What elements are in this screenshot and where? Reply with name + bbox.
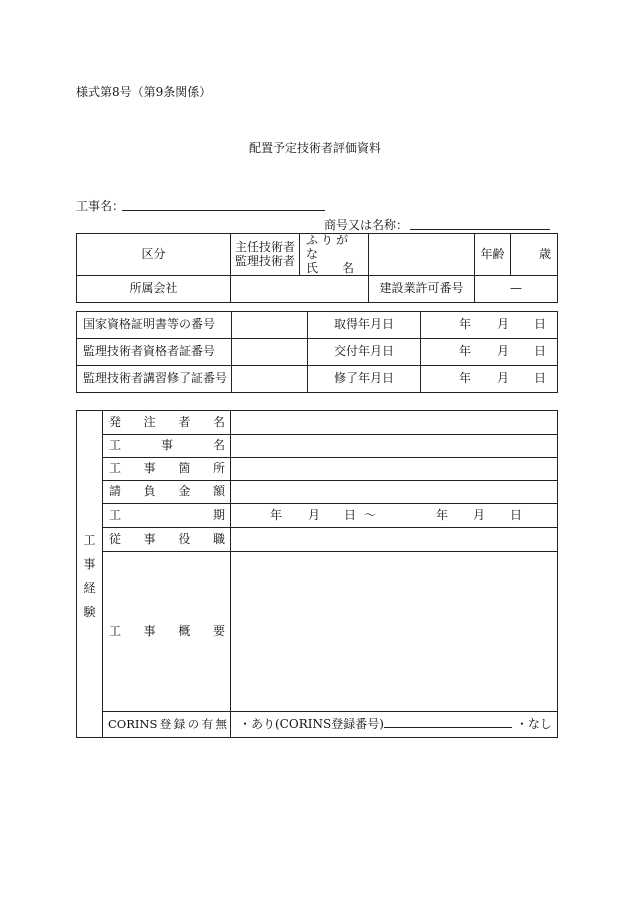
start-month-unit: 月 [308, 507, 321, 522]
work-experience-table [76, 410, 558, 738]
vertical-section-label: 工事経験 [83, 533, 96, 619]
date-value[interactable] [421, 339, 558, 366]
project-name-label: 工事名： [76, 199, 125, 213]
license-number-value[interactable]: — [475, 276, 558, 303]
year-unit: 年 [459, 371, 472, 385]
full-name-label: 氏 名 [306, 260, 355, 275]
corins-yes-option[interactable]: ・あり(CORINS登録番号) [239, 717, 384, 732]
qualification-table [76, 311, 558, 393]
age-unit[interactable]: 歳 [511, 234, 558, 276]
category-label: 区分 [77, 234, 231, 276]
end-year-unit: 年 [436, 507, 449, 522]
affiliation-label: 所属会社 [77, 276, 231, 303]
summary-value[interactable] [231, 552, 558, 712]
qualification-label: 国家資格証明書等の番号 [77, 312, 232, 339]
role-value[interactable] [231, 528, 558, 552]
summary-label: 工事概要 [103, 552, 231, 712]
start-day-unit: 日 [344, 507, 357, 522]
affiliation-value[interactable] [231, 276, 369, 303]
form-number: 様式第8号（第9条関係） [76, 85, 212, 99]
period-value[interactable] [231, 504, 558, 528]
work-experience-section-label [77, 411, 103, 738]
day-unit: 日 [534, 344, 547, 358]
role-label: 従事役職 [103, 528, 231, 552]
month-unit: 月 [497, 371, 510, 385]
end-month-unit: 月 [473, 507, 486, 522]
qualification-row [77, 366, 558, 393]
date-label: 修了年月日 [308, 366, 421, 393]
name-label-cell [300, 234, 369, 276]
project-name-row-value[interactable] [231, 435, 558, 458]
date-label: 交付年月日 [308, 339, 421, 366]
end-day-unit: 日 [510, 507, 523, 522]
engineer-info-table [76, 233, 558, 303]
page-title: 配置予定技術者評価資料 [248, 141, 381, 155]
project-name-field[interactable] [122, 210, 325, 211]
client-label: 発注者名 [103, 411, 231, 435]
day-unit: 日 [534, 317, 547, 331]
company-name-label: 商号又は名称： [324, 218, 409, 232]
role-supervising-engineer: 監理技術者 [234, 253, 295, 268]
start-year-unit: 年 [270, 507, 283, 522]
month-unit: 月 [497, 317, 510, 331]
qualification-number-value[interactable] [232, 339, 308, 366]
role-chief-engineer: 主任技術者 [234, 239, 295, 254]
contract-amount-label: 請負金額 [103, 481, 231, 504]
qualification-number-value[interactable] [232, 312, 308, 339]
date-value[interactable] [421, 312, 558, 339]
corins-value[interactable] [231, 712, 558, 738]
month-unit: 月 [497, 344, 510, 358]
qualification-label: 監理技術者資格者証番号 [77, 339, 232, 366]
day-unit: 日 [534, 371, 547, 385]
corins-number-field[interactable] [384, 717, 512, 728]
date-label: 取得年月日 [308, 312, 421, 339]
year-unit: 年 [459, 344, 472, 358]
corins-label: CORINS登録の有無 [103, 712, 231, 738]
company-name-field[interactable] [410, 229, 550, 230]
year-unit: 年 [459, 317, 472, 331]
project-name-row-label: 工事名 [103, 435, 231, 458]
location-label: 工事箇所 [103, 458, 231, 481]
qualification-number-value[interactable] [232, 366, 308, 393]
engineer-name-value[interactable] [369, 234, 475, 276]
contract-amount-value[interactable] [231, 481, 558, 504]
period-label: 工期 [103, 504, 231, 528]
corins-no-option[interactable]: ・なし [515, 717, 552, 732]
client-value[interactable] [231, 411, 558, 435]
date-value[interactable] [421, 366, 558, 393]
qualification-row [77, 339, 558, 366]
period-tilde: ～ [364, 507, 377, 522]
location-value[interactable] [231, 458, 558, 481]
license-number-label: 建設業許可番号 [369, 276, 475, 303]
furigana-label: ふりがな [306, 233, 352, 261]
role-cell [231, 234, 300, 276]
age-label: 年齢 [475, 234, 511, 276]
qualification-row [77, 312, 558, 339]
qualification-label: 監理技術者講習修了証番号 [77, 366, 232, 393]
